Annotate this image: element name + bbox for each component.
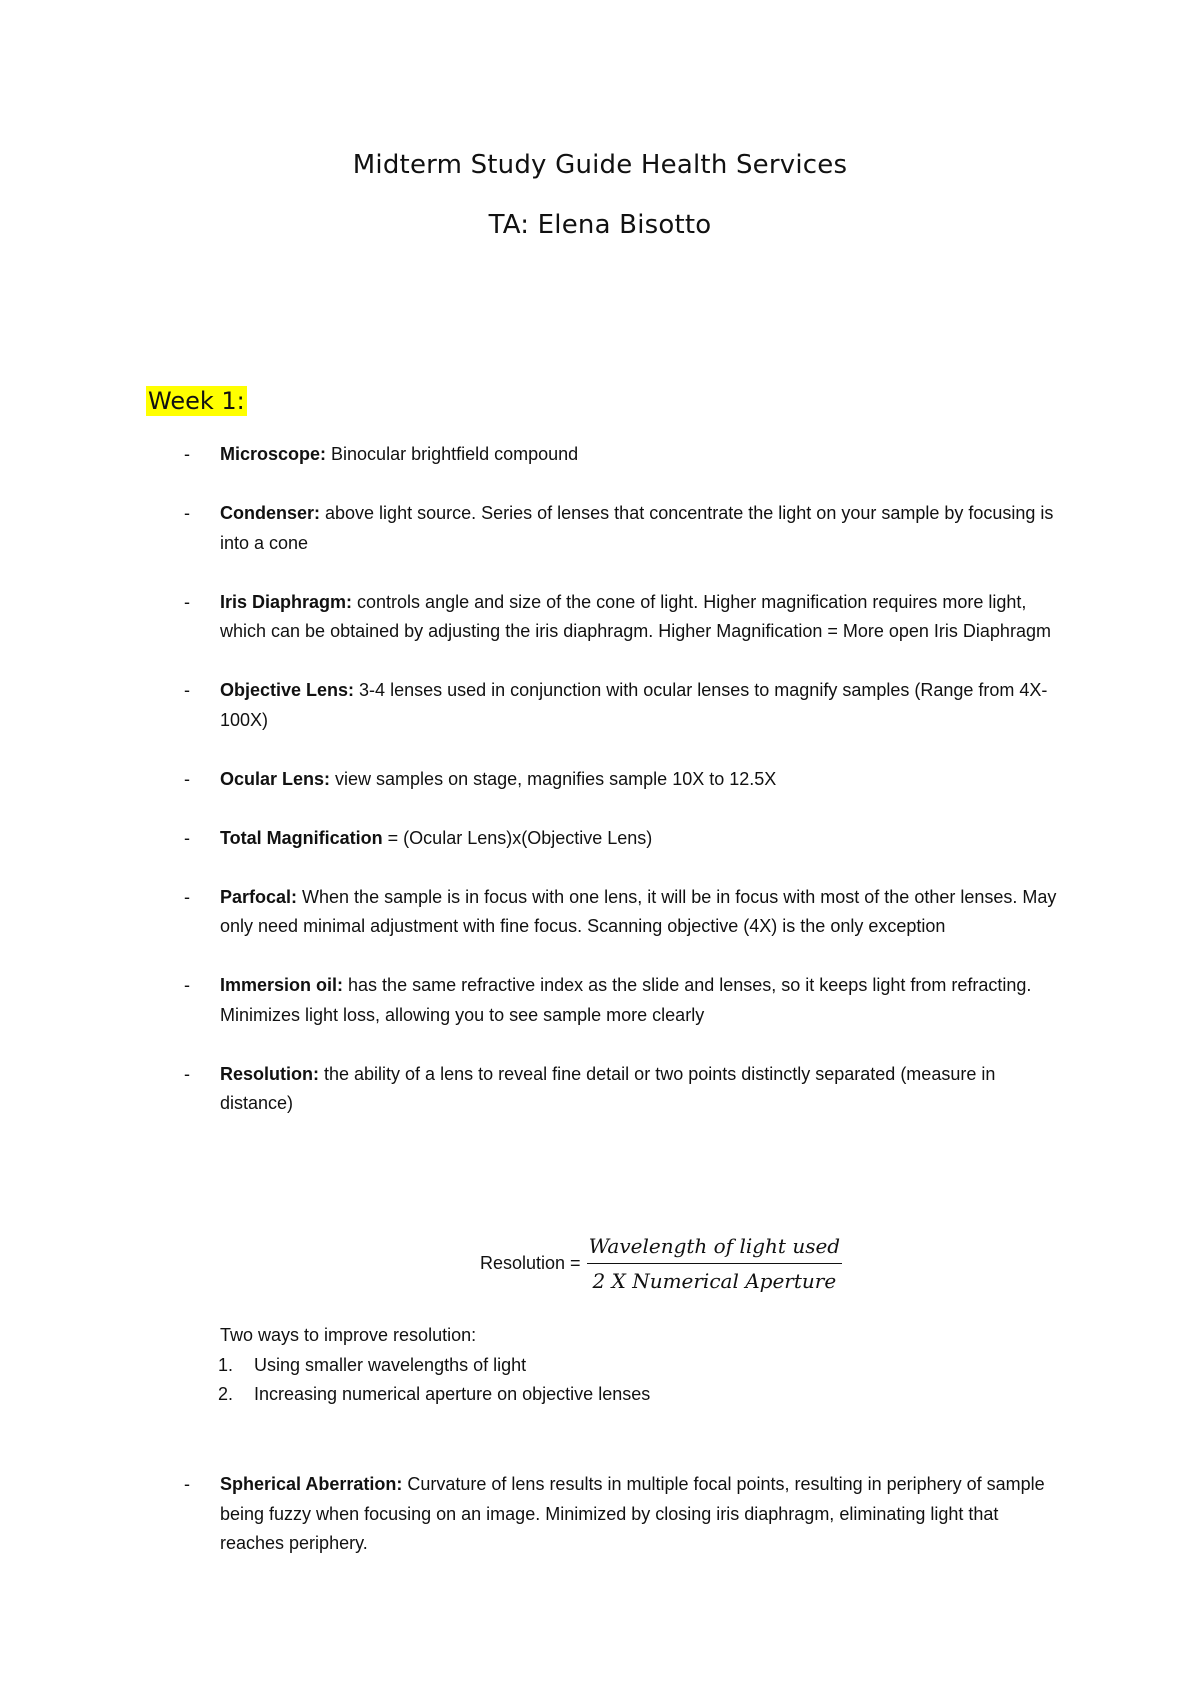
numbered-list — [218, 1351, 650, 1410]
term-definition: When the sample is in focus with one lens, it will be in focus with most of the other lenses. May only need minimal adjustment with fine focus. Scanning objective (4X) is the only exception — [220, 886, 1057, 936]
term-list — [146, 440, 1066, 1148]
improve-resolution-block — [220, 1321, 652, 1410]
bullet-dash: - — [184, 444, 190, 464]
term-label: Ocular Lens: — [220, 768, 331, 789]
bullet-dash: - — [184, 975, 190, 995]
item-number: 2. — [218, 1384, 234, 1404]
term-definition: 3-4 lenses used in conjunction with ocular lenses to magnify samples (Range from 4X-100X) — [220, 680, 1048, 730]
formula-numerator: Wavelength of light used — [587, 1233, 843, 1264]
bullet-dash: - — [184, 827, 190, 848]
item-text: Using smaller wavelengths of light — [254, 1354, 527, 1375]
item-text: Increasing numerical aperture on objective lenses — [254, 1384, 651, 1404]
list-item — [146, 971, 1066, 1030]
bullet-dash: - — [184, 1474, 190, 1494]
bullet-dash: - — [184, 680, 190, 700]
list-item — [146, 1470, 1066, 1559]
numbered-item — [218, 1380, 650, 1410]
document-title: Midterm Study Guide Health Services — [352, 150, 848, 180]
bullet-dash: - — [184, 1063, 190, 1084]
formula-denominator: 2 X Numerical Aperture — [592, 1268, 837, 1293]
term-definition: the ability of a lens to reveal fine detail or two points distinctly separated (measure in distance) — [220, 1063, 996, 1113]
term-definition: Binocular brightfield compound — [326, 444, 579, 464]
term-definition: above light source. Series of lenses that concentrate the light on your sample by focusing is into a cone — [220, 503, 1054, 553]
term-definition: = (Ocular Lens)x(Objective Lens) — [382, 827, 653, 848]
list-item — [146, 440, 1066, 470]
term-label: Spherical Aberration: — [220, 1474, 403, 1494]
improve-intro: Two ways to improve resolution: — [220, 1325, 477, 1345]
term-definition: has the same refractive index as the slide and lenses, so it keeps light from refracting. Minimizes light loss, allowing you to see sample more clearly — [220, 975, 1032, 1025]
item-number: 1. — [218, 1354, 234, 1375]
term-label: Iris Diaphragm: — [220, 591, 353, 612]
term-label: Resolution: — [220, 1063, 319, 1084]
list-item — [146, 765, 1066, 795]
ta-name: TA: Elena Bisotto — [488, 210, 712, 240]
formula-fraction — [587, 1233, 843, 1294]
list-item — [146, 883, 1066, 942]
term-label: Immersion oil: — [220, 975, 344, 995]
term-definition: controls angle and size of the cone of light. Higher magnification requires more light, which can be obtained by adjusting the iris diaphragm. Higher Magnification = More open Iris Diaphragm — [220, 591, 1051, 641]
term-definition: Curvature of lens results in multiple focal points, resulting in periphery of sample being fuzzy when focusing on an image. Minimized by closing iris diaphragm, eliminating light that reaches periphery. — [220, 1474, 1045, 1553]
list-item — [146, 1060, 1066, 1119]
bullet-dash: - — [184, 886, 190, 907]
term-label: Condenser: — [220, 503, 321, 523]
bullet-dash: - — [184, 768, 190, 789]
term-label: Objective Lens: — [220, 680, 355, 700]
term-label: Total Magnification — [220, 827, 383, 848]
list-item — [146, 676, 1066, 735]
list-item — [146, 588, 1066, 647]
list-item — [146, 824, 1066, 854]
numbered-item — [218, 1351, 650, 1381]
term-definition: view samples on stage, magnifies sample 10X to 12.5X — [330, 768, 777, 789]
list-item — [146, 499, 1066, 558]
bullet-dash: - — [184, 591, 190, 612]
bullet-dash: - — [184, 503, 190, 523]
resolution-formula — [480, 1226, 842, 1300]
formula-lhs: Resolution = — [480, 1252, 581, 1273]
week-heading: Week 1: — [148, 387, 245, 415]
term-list-continued — [146, 1470, 1066, 1588]
term-label: Microscope: — [220, 444, 327, 464]
term-label: Parfocal: — [220, 886, 298, 907]
